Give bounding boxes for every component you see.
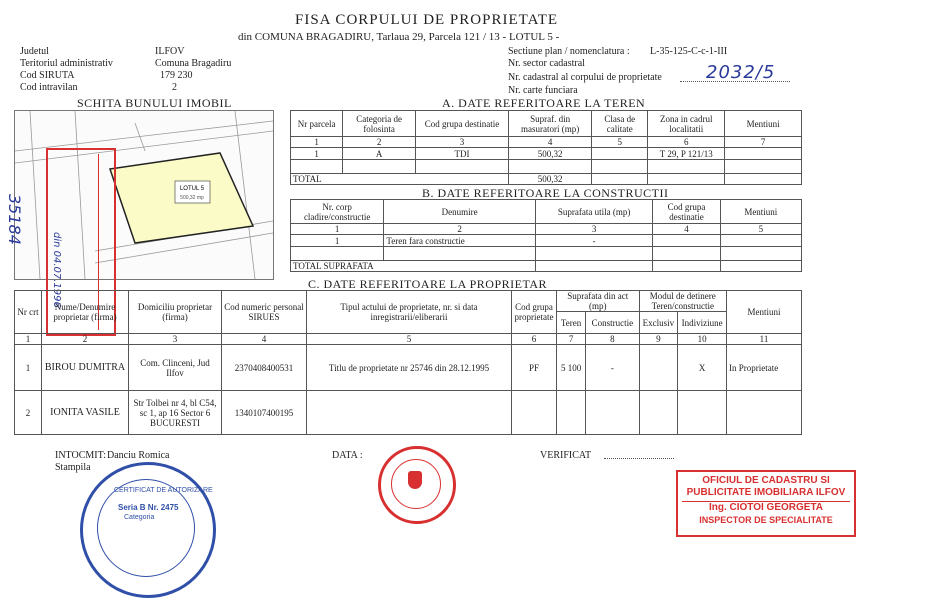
bld-col-nr: Nr. corp cladire/constructie <box>291 200 384 224</box>
registration-date: din 04.07.1996 <box>51 232 62 308</box>
land-total-value: 500,32 <box>509 174 592 185</box>
own-cell-act <box>307 391 512 435</box>
own-cell-nume: IONITA VASILE <box>42 391 129 435</box>
own-cell-teren: 5 100 <box>557 345 586 391</box>
land-col-clasa: Clasa de calitate <box>592 111 648 137</box>
land-col-suprafata: Supraf. din masuratori (mp) <box>509 111 592 137</box>
own-sub-exclusiv: Exclusiv <box>639 312 678 334</box>
land-index: 4 <box>509 137 592 148</box>
land-cell-nr: 1 <box>291 148 343 160</box>
stampila-label: Stampila <box>55 462 91 473</box>
nr-cadastral-handwritten: 2032/5 <box>706 62 776 83</box>
info-intravilan-value: 2 <box>172 82 177 93</box>
own-cell-cnp: 2370408400531 <box>222 345 307 391</box>
land-col-zona: Zona in cadrul localitatii <box>648 111 725 137</box>
info-intravilan-label: Cod intravilan <box>20 82 78 93</box>
verificat-dotline <box>604 458 674 459</box>
lot-label-text: LOTUL 5 <box>179 186 205 192</box>
own-cell-indiviziune: X <box>678 345 727 391</box>
own-cell-exclusiv <box>639 391 678 435</box>
own-sub-teren: Teren <box>557 312 586 334</box>
bld-total-label: TOTAL SUPRAFATA <box>291 261 536 272</box>
red-round-stamp <box>378 446 456 524</box>
section-a-header: A. DATE REFERITOARE LA TEREN <box>442 96 646 110</box>
land-cell-categoria: A <box>343 148 416 160</box>
own-cell-teren <box>557 391 586 435</box>
own-index: 8 <box>586 334 639 345</box>
land-index: 7 <box>725 137 802 148</box>
info-siruta-value: 179 230 <box>160 70 193 81</box>
land-index: 2 <box>343 137 416 148</box>
land-cell-cod: TDI <box>415 148 508 160</box>
land-col-categoria: Categoria de folosinta <box>343 111 416 137</box>
own-index: 2 <box>42 334 129 345</box>
own-cell-mentiuni <box>727 391 802 435</box>
info-teritoriu-value: Comuna Bragadiru <box>155 58 232 69</box>
info-sectiune-label: Sectiune plan / nomenclatura : <box>508 46 630 57</box>
document-subtitle: din COMUNA BRAGADIRU, Tarlaua 29, Parcela 121 / 13 - LOTUL 5 - <box>238 31 560 43</box>
bld-cell-mentiuni <box>720 235 801 247</box>
land-total-label: TOTAL <box>291 174 509 185</box>
own-cell-cnp: 1340107400195 <box>222 391 307 435</box>
own-cell-nume: BIROU DUMITRA <box>42 345 129 391</box>
coat-of-arms-icon <box>408 471 422 489</box>
own-col-cod: Cod grupa proprietate <box>512 291 557 334</box>
own-cell-cod <box>512 391 557 435</box>
info-judet-value: ILFOV <box>155 46 185 57</box>
own-cell-act: Titlu de proprietate nr 25746 din 28.12.1995 <box>307 345 512 391</box>
own-sub-indiviziune: Indiviziune <box>678 312 727 334</box>
info-sector-label: Nr. sector cadastral <box>508 58 585 69</box>
land-cell-zona: T 29, P 121/13 <box>648 148 725 160</box>
info-teritoriu-label: Teritoriul administrativ <box>20 58 113 69</box>
own-cell-mentiuni: In Proprietate <box>727 345 802 391</box>
land-cell-mentiuni <box>725 148 802 160</box>
bld-cell-denumire: Teren fara constructie <box>384 235 536 247</box>
inspector-stamp-line-1: OFICIUL DE CADASTRU SI <box>702 475 830 486</box>
land-col-nr: Nr parcela <box>291 111 343 137</box>
intocmit-name: Danciu Romica <box>107 450 170 461</box>
info-nr-cadastral-label: Nr. cadastral al corpului de proprietate <box>508 72 662 83</box>
own-sub-constructie: Constructie <box>586 312 639 334</box>
bld-index: 3 <box>535 224 652 235</box>
sketch-header: SCHITA BUNULUI IMOBIL <box>77 96 232 110</box>
document-title: FISA CORPULUI DE PROPRIETATE <box>295 12 559 28</box>
own-index: 9 <box>639 334 678 345</box>
verificat-label: VERIFICAT <box>540 450 592 461</box>
own-cell-nr: 1 <box>15 345 42 391</box>
own-cell-nr: 2 <box>15 391 42 435</box>
land-col-cod: Cod grupa destinatie <box>415 111 508 137</box>
land-cell-suprafata: 500,32 <box>509 148 592 160</box>
bld-col-denumire: Denumire <box>384 200 536 224</box>
intocmit-label: INTOCMIT: <box>55 450 106 461</box>
buildings-table <box>290 199 802 272</box>
own-index: 7 <box>557 334 586 345</box>
own-index: 4 <box>222 334 307 345</box>
inspector-stamp-line-3: Ing. CIOTOI GEORGETA <box>682 501 850 514</box>
own-cell-domiciliu: Com. Clinceni, Jud Ilfov <box>129 345 222 391</box>
data-label: DATA : <box>332 450 363 461</box>
cert-line-2: Seria B Nr. 2475 <box>118 503 179 512</box>
info-siruta-label: Cod SIRUTA <box>20 70 75 81</box>
land-index: 6 <box>648 137 725 148</box>
owner-row-2 <box>15 391 802 435</box>
lot-area-text: 500,32 mp <box>180 195 204 201</box>
section-c-header: C. DATE REFERITOARE LA PROPRIETAR <box>308 277 548 291</box>
own-cell-constructie <box>586 391 639 435</box>
cert-line-1: CERTIFICAT DE AUTORIZARE <box>114 487 213 494</box>
own-col-act: Tipul actului de proprietate, nr. si data inregistrarii/eliberarii <box>307 291 512 334</box>
info-judet-label: Judetul <box>20 46 49 57</box>
land-col-mentiuni: Mentiuni <box>725 111 802 137</box>
land-index: 5 <box>592 137 648 148</box>
bld-cell-cod <box>653 235 720 247</box>
bld-index: 5 <box>720 224 801 235</box>
land-cell-clasa <box>592 148 648 160</box>
own-cell-indiviziune <box>678 391 727 435</box>
own-col-mod: Modul de detinere Teren/constructie <box>639 291 726 312</box>
land-table <box>290 110 802 185</box>
land-index: 3 <box>415 137 508 148</box>
own-index: 5 <box>307 334 512 345</box>
bld-col-cod: Cod grupa destinatie <box>653 200 720 224</box>
own-col-domiciliu: Domiciliu proprietar (firma) <box>129 291 222 334</box>
land-index: 1 <box>291 137 343 148</box>
own-cell-exclusiv <box>639 345 678 391</box>
info-sectiune-value: L-35-125-C-c-1-III <box>650 46 728 57</box>
own-col-mentiuni: Mentiuni <box>727 291 802 334</box>
owners-table <box>14 290 802 435</box>
own-index: 6 <box>512 334 557 345</box>
own-index: 11 <box>727 334 802 345</box>
bld-cell-suprafata: - <box>535 235 652 247</box>
registration-number: 35184 <box>5 194 24 245</box>
bld-index: 2 <box>384 224 536 235</box>
certificate-stamp <box>80 462 216 598</box>
bld-cell-nr: 1 <box>291 235 384 247</box>
bld-index: 4 <box>653 224 720 235</box>
info-carte-label: Nr. carte funciara <box>508 85 578 96</box>
inspector-stamp-line-4: INSPECTOR DE SPECIALITATE <box>699 515 833 525</box>
inspector-stamp-line-2: PUBLICITATE IMOBILIARA ILFOV <box>686 487 846 498</box>
own-cell-domiciliu: Str Tolbei nr 4, bl C54, sc 1, ap 16 Sector 6 BUCURESTI <box>129 391 222 435</box>
bld-col-suprafata: Suprafata utila (mp) <box>535 200 652 224</box>
own-col-nr: Nr crt <box>15 291 42 334</box>
section-b-header: B. DATE REFERITOARE LA CONSTRUCTII <box>422 186 669 200</box>
own-index: 3 <box>129 334 222 345</box>
own-col-nume: Nume/Denumire proprietar (firma) <box>42 291 129 334</box>
own-cell-constructie: - <box>586 345 639 391</box>
cert-line-3: Categoria <box>124 514 155 521</box>
bld-col-mentiuni: Mentiuni <box>720 200 801 224</box>
bld-index: 1 <box>291 224 384 235</box>
own-cell-cod: PF <box>512 345 557 391</box>
own-index: 10 <box>678 334 727 345</box>
own-col-suprafata: Suprafata din act (mp) <box>557 291 640 312</box>
own-col-cnp: Cod numeric personal SIRUES <box>222 291 307 334</box>
owner-row-1 <box>15 345 802 391</box>
own-index: 1 <box>15 334 42 345</box>
